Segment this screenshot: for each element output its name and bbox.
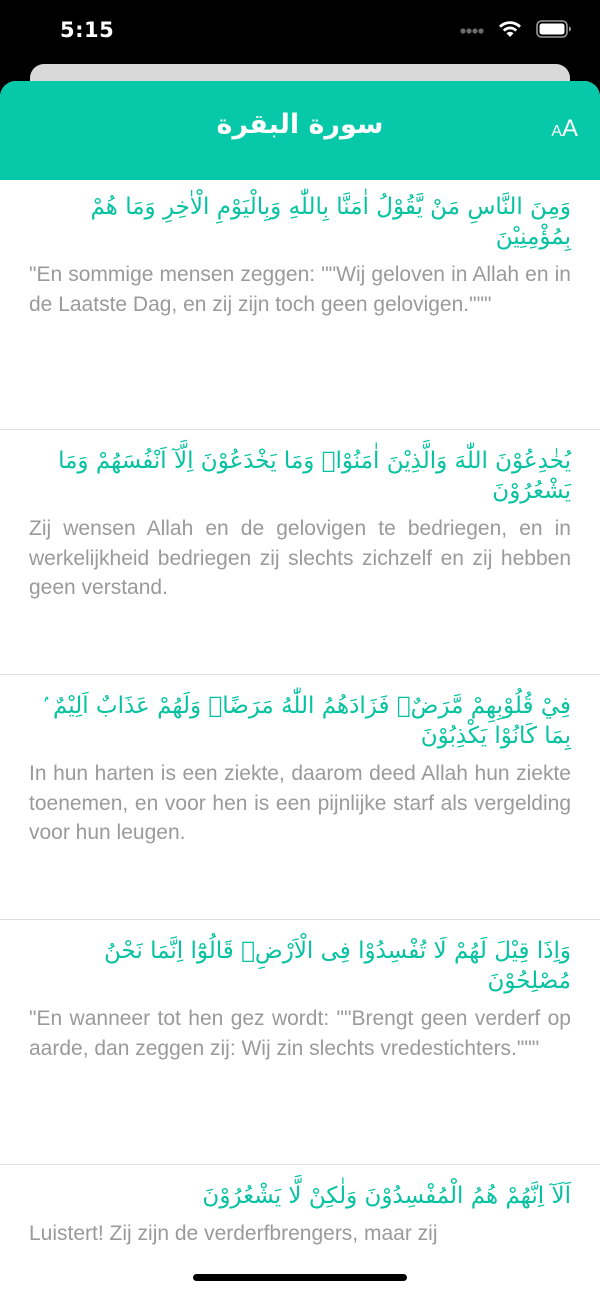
verse-item[interactable] [0, 180, 600, 430]
wifi-icon [498, 20, 522, 42]
status-icons [460, 20, 572, 42]
verse-item[interactable] [0, 430, 600, 675]
verse-translation: "En wanneer tot hen gez wordt: ""Brengt geen verderf op aarde, dan zeggen zij: Wij zin slechts vredestichters.""" [29, 1007, 571, 1060]
cellular-signal-icon [460, 22, 484, 41]
verse-arabic-text: يُخٰدِعُوْنَ اللّٰهَ وَالَّذِيْنَ اٰمَنُوْاۚ وَمَا يَخْدَعُوْنَ اِلَّآ اَنْفُسَهُمْ وَمَا يَشْعُرُوْنَ [58, 448, 571, 504]
verse-translation: Luistert! Zij zijn de verderfbrengers, maar zij [29, 1222, 438, 1245]
verse-translation: "En sommige mensen zeggen: ""Wij geloven in Allah en in de Laatste Dag, en zij zijn toch geen gelovigen.""" [29, 263, 571, 316]
verse-arabic-text: وَاِذَا قِيْلَ لَهُمْ لَا تُفْسِدُوْا فِى الْاَرْضِۙ قَالُوْٓا اِنَّمَا نَحْنُ مُصْلِحُوْنَ [104, 938, 571, 994]
surah-title: سورة البقرة [216, 109, 384, 140]
surah-modal [0, 81, 600, 1298]
verse-translation: In hun harten is een ziekte, daarom deed Allah hun ziekte toenemen, en voor hen is een pijnlijke starf als vergelding voor hun leugen. [29, 762, 571, 844]
verse-translation: Zij wensen Allah en de gelovigen te bedriegen, en in werkelijkheid bedriegen zij slechts zichzelf en zij hebben geen verstand. [29, 517, 571, 599]
status-time: 5:15 [60, 18, 115, 42]
home-indicator[interactable] [193, 1274, 407, 1281]
font-size-large-glyph: A [561, 115, 578, 142]
verse-item[interactable] [0, 675, 600, 920]
battery-icon [536, 20, 572, 42]
verse-arabic-text: فِيْ قُلُوْبِهِمْ مَّرَضٌۙ فَزَادَهُمُ اللّٰهُ مَرَضًاۚ وَلَهُمْ عَذَابٌ اَلِيْمٌ ۢ بِمَا كَانُوْا يَكْذِبُوْنَ [39, 693, 571, 749]
verse-item[interactable] [0, 920, 600, 1165]
surah-header [0, 81, 600, 180]
status-bar [0, 0, 600, 64]
verse-arabic-text: وَمِنَ النَّاسِ مَنْ يَّقُوْلُ اٰمَنَّا بِاللّٰهِ وَبِالْيَوْمِ الْاٰخِرِ وَمَا هُمْ بِمُؤْمِنِيْنَ [90, 194, 571, 250]
font-size-button[interactable] [551, 117, 578, 141]
font-size-small-glyph: A [551, 123, 562, 140]
verse-arabic-text: اَلَآ اِنَّهُمْ هُمُ الْمُفْسِدُوْنَ وَلٰكِنْ لَّا يَشْعُرُوْنَ [202, 1183, 571, 1209]
verse-list[interactable] [0, 180, 600, 1298]
